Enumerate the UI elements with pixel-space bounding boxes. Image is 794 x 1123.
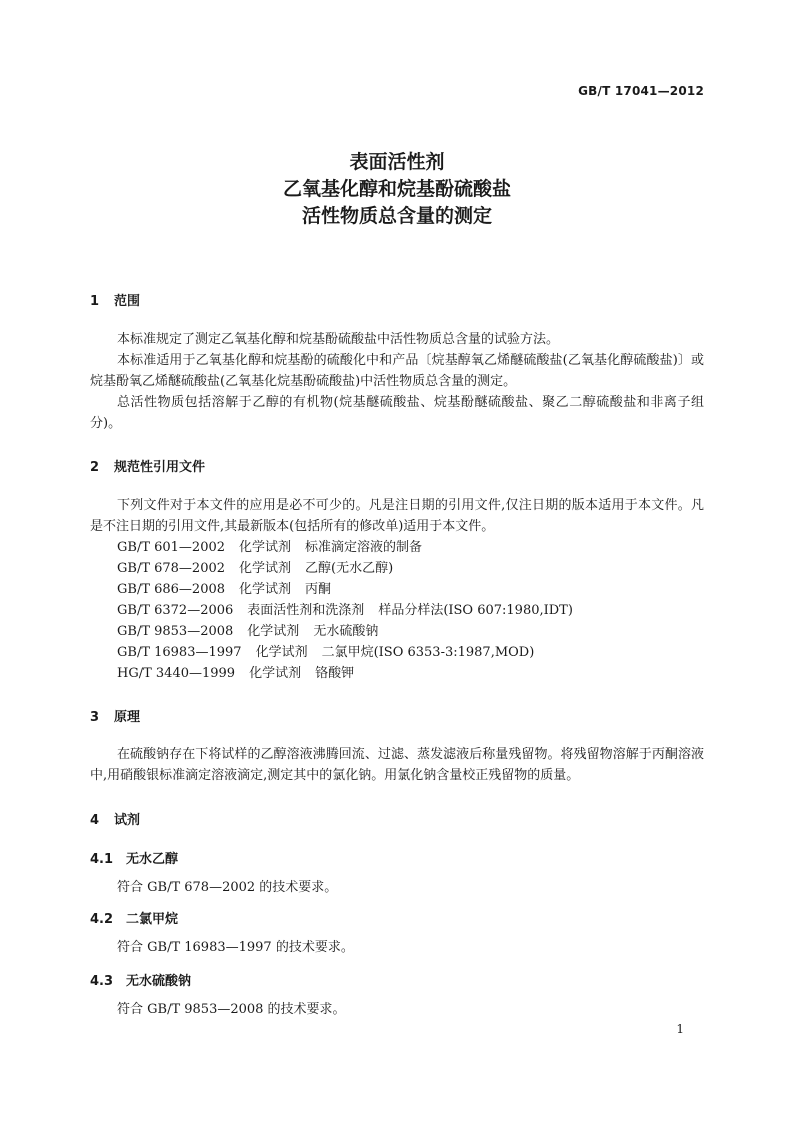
section-4-heading xyxy=(90,809,140,828)
subsection-4-1-text: 符合 GB/T 678—2002 的技术要求。 xyxy=(117,880,338,895)
subsection-title: 二氯甲烷 xyxy=(126,912,179,927)
subsection-title: 无水乙醇 xyxy=(126,852,179,867)
reference-category: 表面活性剂和洗涤剂 xyxy=(247,603,365,618)
title-line-3: 活性物质总含量的测定 xyxy=(301,205,492,227)
subsection-number: 4.2 xyxy=(90,912,114,927)
section-3-heading xyxy=(90,706,140,725)
section-1-paragraph-1: 本标准规定了测定乙氧基化醇和烷基酚硫酸盐中活性物质总含量的试验方法。 xyxy=(117,332,560,347)
reference-code: GB/T 6372—2006 xyxy=(117,603,234,618)
section-title: 规范性引用文件 xyxy=(114,460,206,475)
section-number: 2 xyxy=(90,460,100,475)
reference-code: GB/T 9853—2008 xyxy=(117,624,234,639)
reference-name: 二氯甲烷(ISO 6353-3:1987,MOD) xyxy=(321,645,535,660)
document-title xyxy=(0,149,794,230)
subsection-number: 4.3 xyxy=(90,974,114,989)
reference-category: 化学试剂 xyxy=(239,540,292,555)
standard-number: GB/T 17041—2012 xyxy=(578,84,704,98)
reference-category: 化学试剂 xyxy=(255,645,308,660)
section-number: 1 xyxy=(90,294,100,309)
section-number: 3 xyxy=(90,710,100,725)
subsection-4-2-heading xyxy=(90,908,178,927)
reference-item xyxy=(117,600,573,621)
reference-code: HG/T 3440—1999 xyxy=(117,666,236,681)
page-number: 1 xyxy=(676,1022,684,1036)
subsection-4-2-text: 符合 GB/T 16983—1997 的技术要求。 xyxy=(117,940,354,955)
section-title: 试剂 xyxy=(114,813,141,828)
reference-item xyxy=(117,579,331,600)
reference-name: 乙醇(无水乙醇) xyxy=(305,561,394,576)
section-2-heading xyxy=(90,456,205,475)
reference-name: 铬酸钾 xyxy=(315,666,355,681)
reference-category: 化学试剂 xyxy=(239,582,292,597)
section-1-paragraph-3: 总活性物质包括溶解于乙醇的有机物(烷基醚硫酸盐、烷基酚醚硫酸盐、聚乙二醇硫酸盐和非离子组分)。 xyxy=(90,395,704,431)
subsection-title: 无水硫酸钠 xyxy=(126,974,192,989)
section-number: 4 xyxy=(90,813,100,828)
reference-code: GB/T 601—2002 xyxy=(117,540,226,555)
reference-category: 化学试剂 xyxy=(247,624,300,639)
section-title: 原理 xyxy=(114,710,141,725)
reference-code: GB/T 16983—1997 xyxy=(117,645,242,660)
title-line-2: 乙氧基化醇和烷基酚硫酸盐 xyxy=(282,178,511,200)
reference-item xyxy=(117,621,378,642)
reference-item xyxy=(117,642,534,663)
section-2-paragraph-1: 下列文件对于本文件的应用是必不可少的。凡是注日期的引用文件,仅注日期的版本适用于本文件。凡是不注日期的引用文件,其最新版本(包括所有的修改单)适用于本文件。 xyxy=(90,498,704,534)
reference-category: 化学试剂 xyxy=(249,666,302,681)
reference-code: GB/T 686—2008 xyxy=(117,582,226,597)
subsection-number: 4.1 xyxy=(90,852,114,867)
section-1-heading xyxy=(90,290,140,309)
reference-item xyxy=(117,663,354,684)
subsection-4-3-heading xyxy=(90,970,191,989)
reference-category: 化学试剂 xyxy=(239,561,292,576)
reference-name: 丙酮 xyxy=(305,582,332,597)
section-1-paragraph-2: 本标准适用于乙氧基化醇和烷基酚的硫酸化中和产品〔烷基醇氧乙烯醚硫酸盐(乙氧基化醇硫酸盐)〕或烷基酚氧乙烯醚硫酸盐(乙氧基化烷基酚硫酸盐)中活性物质总含量的测定。 xyxy=(90,353,704,389)
title-line-1: 表面活性剂 xyxy=(349,151,445,173)
reference-name: 无水硫酸钠 xyxy=(313,624,379,639)
section-3-paragraph-1: 在硫酸钠存在下将试样的乙醇溶液沸腾回流、过滤、蒸发滤液后称量残留物。将残留物溶解于丙酮溶液中,用硝酸银标准滴定溶液滴定,测定其中的氯化钠。用氯化钠含量校正残留物的质量。 xyxy=(90,747,704,783)
reference-code: GB/T 678—2002 xyxy=(117,561,226,576)
reference-item xyxy=(117,537,422,558)
reference-name: 标准滴定溶液的制备 xyxy=(305,540,423,555)
subsection-4-3-text: 符合 GB/T 9853—2008 的技术要求。 xyxy=(117,1002,346,1017)
reference-name: 样品分样法(ISO 607:1980,IDT) xyxy=(378,603,573,618)
reference-item xyxy=(117,558,393,579)
subsection-4-1-heading xyxy=(90,848,178,867)
section-title: 范围 xyxy=(114,294,141,309)
